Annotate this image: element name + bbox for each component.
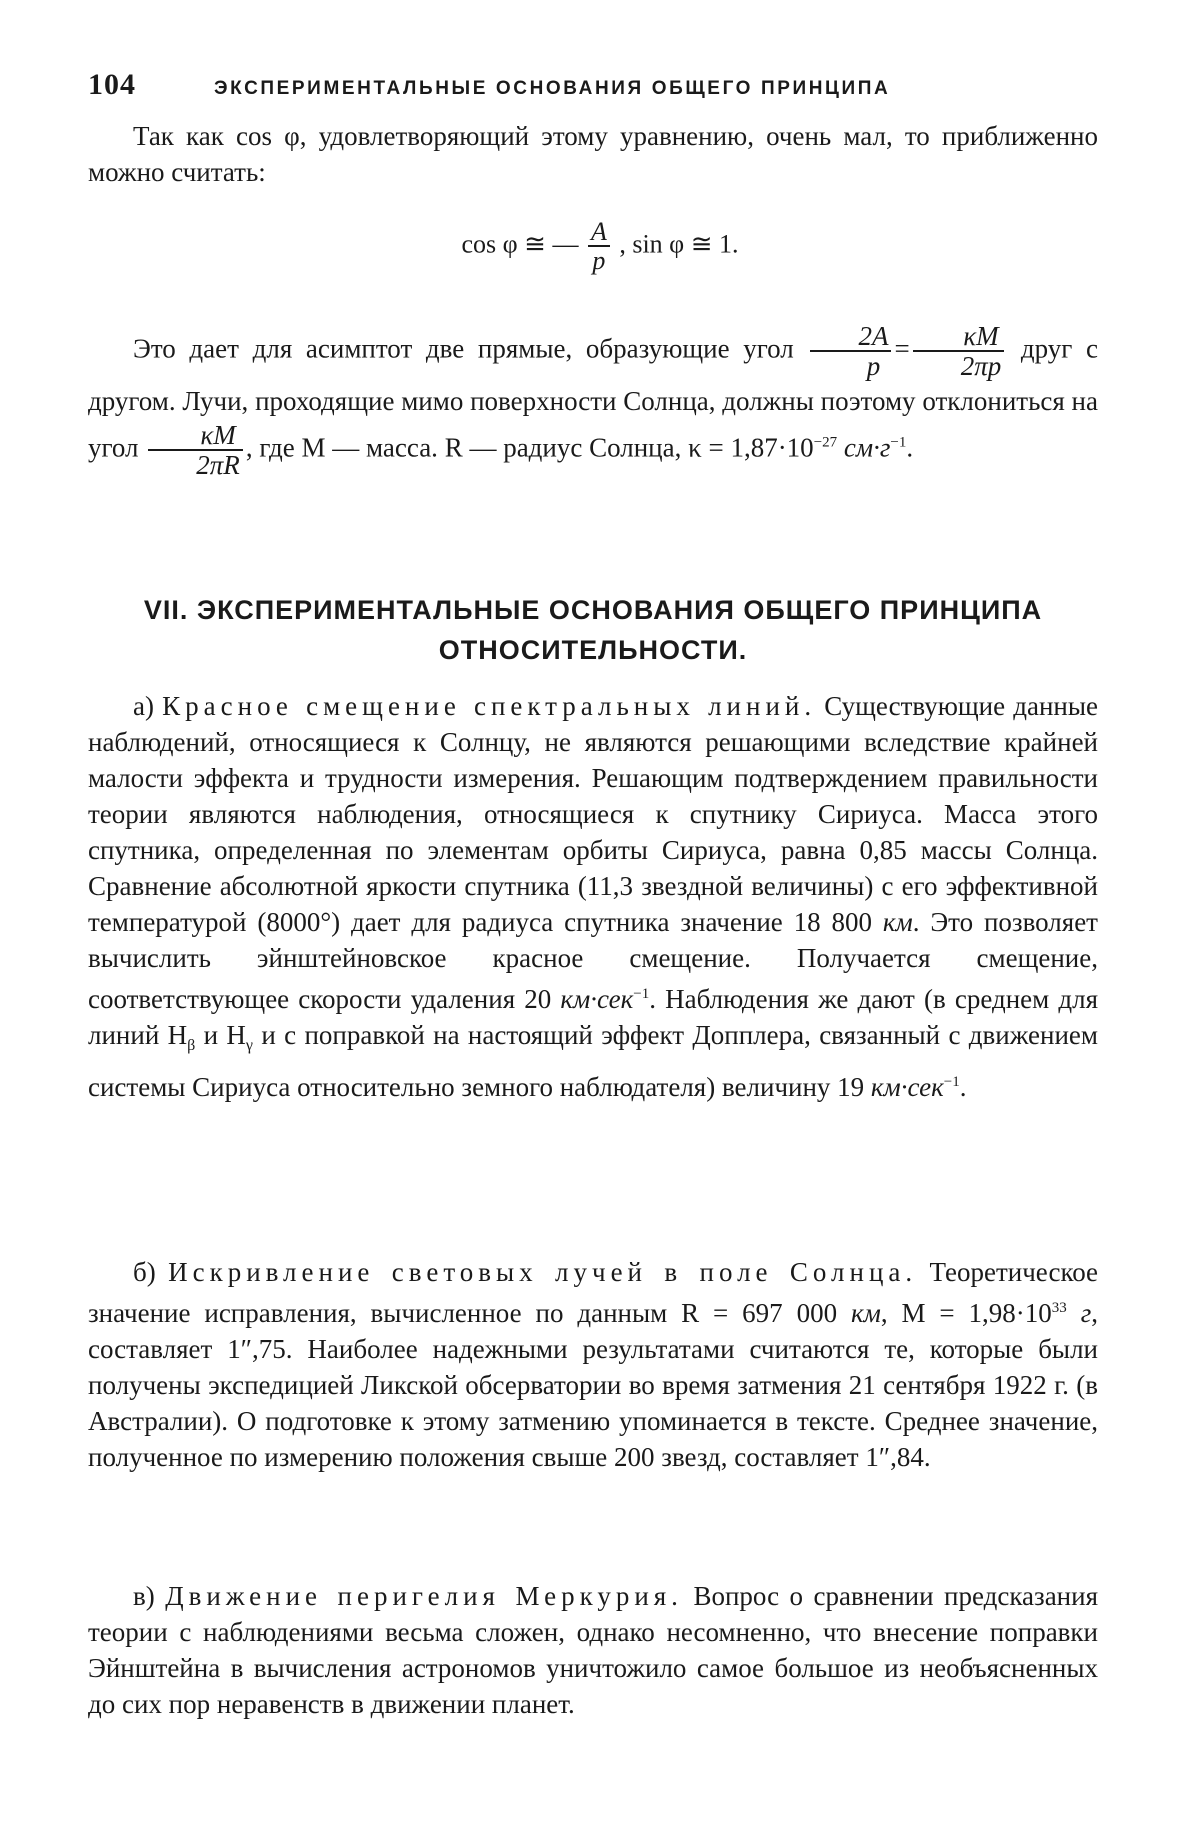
unit-km-sec-2: км·сек (870, 1072, 944, 1102)
angle-fraction-1 (810, 322, 891, 381)
item-a-end: . (959, 1072, 967, 1102)
page-number: 104 (88, 68, 136, 101)
item-c-title: Движение перигелия Меркурия. (165, 1581, 683, 1611)
fraction-denominator: p (592, 246, 606, 276)
section-heading-line-1: VII. ЭКСПЕРИМЕНТАЛЬНЫЕ ОСНОВАНИЯ ОБЩЕГО ПРИНЦИПА (143, 595, 1043, 625)
sub-gamma: γ (245, 1037, 253, 1054)
asymptote-paragraph (88, 322, 1098, 479)
item-b-title: Искривление световых лучей в поле Солнца. (168, 1257, 918, 1287)
item-a-body-3: . Наблюдения же дают (в среднем для линий H (88, 984, 1098, 1050)
unit-km: км (882, 907, 913, 937)
item-c-body: Вопрос о сравнении предсказания теории с наблюдениями весьма сложен, однако несомненно, что внесение поправки Эйнштейна в вычисления астрономов уничтожило самое большое из необъясненных до сих пор неравенств в движении планет. (88, 1581, 1098, 1719)
exp-minus-one: −1 (633, 986, 650, 1002)
unit-km-b: км (850, 1298, 881, 1328)
section-heading (88, 590, 1098, 670)
asymptote-text-1: Это дает для асимптот две прямые, образующие угол (133, 333, 794, 364)
deflection-den: 2πR (196, 450, 240, 481)
asymptote-text-2: друг с другом. Лучи, проходящие мимо поверхности Солнца, должны поэтому отклониться на угол (88, 333, 1098, 463)
asymptote-text-4: R — радиус Солнца, κ = 1,87·10 (444, 432, 814, 463)
item-a-marker: а) (133, 691, 154, 721)
kappa-units: см·г (843, 432, 891, 463)
deflection-fraction (148, 421, 243, 480)
item-a-paragraph (88, 688, 1098, 1105)
item-a-body-4: и с поправкой на настоящий эффект Допплера, связанный с движением системы Сириуса относительно земного наблюдателя) величину 19 (88, 1020, 1098, 1102)
item-a-body-1: Существующие данные наблюдений, относящиеся к Солнцу, не являются решающими вследствие крайней малости эффекта и трудности измерения. Решающим подтверждением правильности теории являются наблюдения, относящиеся к спутнику Сириуса. Масса этого спутника, определенная по элементам орбиты Сириуса, равна 0,85 массы Солнца. Сравнение абсолютной яркости спутника (11,3 звездной величины) с его эффективной температурой (8000°) дает для радиуса спутника значение 18 800 (88, 691, 1099, 937)
item-a-title: Красное смещение спектральных линий. (162, 691, 817, 721)
item-a-and: и H (203, 1020, 246, 1050)
asymptote-end: . (906, 432, 914, 463)
item-b-body-1: Теоретическое значение исправления, вычисленное по данным R = 697 000 (88, 1257, 1099, 1328)
deflection-num: κM (148, 421, 243, 451)
angle-den-1: p (866, 351, 881, 382)
running-title: ЭКСПЕРИМЕНТАЛЬНЫЕ ОСНОВАНИЯ ОБЩЕГО ПРИНЦИПА (214, 78, 891, 99)
unit-km-sec: км·сек (560, 984, 634, 1014)
intro-paragraph (88, 118, 1098, 190)
running-head (88, 68, 1098, 102)
angle-num-1: 2A (810, 322, 891, 352)
intro-text: Так как cos φ, удовлетворяющий этому уравнению, очень мал, то приближенно можно считать: (88, 121, 1098, 187)
angle-num-2: κM (913, 322, 1005, 352)
kappa-units-exponent: −1 (890, 434, 907, 451)
angle-fraction-2 (913, 322, 1005, 381)
item-b-paragraph (88, 1254, 1098, 1475)
asymptote-text-3: , где M — масса. (245, 432, 438, 463)
section-heading-line-2: ОТНОСИТЕЛЬНОСТИ. (438, 635, 748, 665)
asymptote-formula (0, 218, 1200, 275)
kappa-exponent: −27 (813, 434, 838, 451)
formula-fraction (588, 218, 610, 275)
fraction-numerator: A (588, 218, 610, 247)
formula-cos: cos φ ≅ — (461, 229, 579, 259)
unit-g: г (1080, 1298, 1092, 1328)
item-b-marker: б) (133, 1257, 156, 1287)
formula-sin: , sin φ ≅ 1. (619, 229, 739, 259)
item-c-marker: в) (133, 1581, 155, 1611)
angle-equals: = (894, 333, 910, 364)
item-b-body-2: , M = 1,98·10 (880, 1298, 1052, 1328)
angle-den-2: 2πp (960, 351, 1002, 382)
item-c-paragraph (88, 1578, 1098, 1722)
sub-beta: β (187, 1037, 196, 1054)
exp-33: 33 (1051, 1300, 1067, 1316)
item-b-body-3: , составляет 1″,75. Наиболее надежными результатами считаются те, которые были получены экспедицией Ликской обсерватории во время затмения 21 сентября 1922 г. (в Австралии). О подготовке к этому затмению упоминается в тексте. Среднее значение, полученное по измерению положения свыше 200 звезд, составляет 1″,84. (88, 1298, 1098, 1472)
exp-minus-one-2: −1 (943, 1074, 960, 1090)
item-a-body-2: . Это позволяет вычислить эйнштейновское красное смещение. Получается смещение, соответствующее скорости удаления 20 (88, 907, 1098, 1014)
